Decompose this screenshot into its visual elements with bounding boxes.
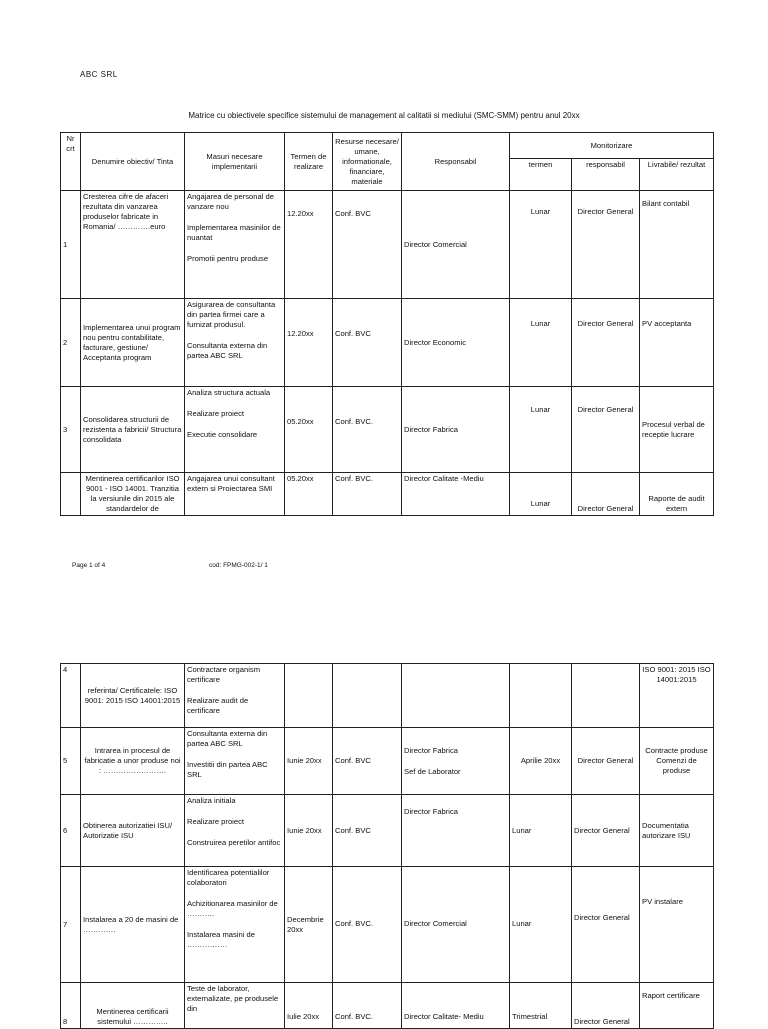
row-nr: 7: [61, 867, 81, 983]
row-deliverables: ISO 9001: 2015 ISO 14001:2015: [640, 664, 714, 728]
header-objective: Denumire obiectiv/ Tinta: [81, 133, 185, 191]
row-deliverables: PV instalare: [640, 867, 714, 983]
row-responsible: [402, 728, 510, 795]
table-row: [61, 191, 714, 299]
measure-item: Implementarea masinilor de nuantat: [187, 223, 281, 242]
row-deliverables: Documentatia autorizare ISU: [640, 795, 714, 867]
measure-item: Realizare proiect: [187, 817, 244, 826]
row-mon-term: Lunar: [510, 867, 572, 983]
row-mon-resp: Director General: [572, 387, 640, 473]
company-name: ABC SRL: [80, 70, 118, 79]
page-number: Page 1 of 4: [72, 562, 106, 569]
row-objective: Cresterea cifre de afaceri rezultata din vanzarea produselor fabricate in Romania/ ………….euro: [81, 191, 185, 299]
row-mon-term: Lunar: [510, 795, 572, 867]
row-term: Iunie 20xx: [285, 795, 333, 867]
row-deliverables: Procesul verbal de receptie lucrare: [640, 387, 714, 473]
responsible-item: Sef de Laborator: [404, 766, 461, 776]
table-row: [61, 473, 714, 516]
row-deliverables: Contracte produse Comenzi de produse: [640, 728, 714, 795]
responsible-item: Director Fabrica: [404, 745, 459, 755]
header-resources: Resurse necesare/ umane, informationale, financiare, materiale: [333, 133, 402, 191]
row-objective: Mentinerea certificarilor ISO 9001 - ISO 14001. Tranzitia la versiunile din 2015 ale standardelor de: [81, 473, 185, 516]
row-deliverables: Raporte de audit extern: [640, 473, 714, 516]
row-resources: Conf. BVC: [333, 728, 402, 795]
measure-item: Instalarea masini de …………….: [187, 930, 255, 949]
row-resources: Conf. BVC.: [333, 473, 402, 516]
row-deliverables: PV acceptanta: [640, 299, 714, 387]
header-mon-resp: responsabil: [572, 159, 640, 191]
row-objective: Obtinerea autorizatiei ISU/ Autorizatie ISU: [81, 795, 185, 867]
header-monitoring: Monitorizare: [510, 133, 714, 159]
header-mon-deliv: Livrabile/ rezultat: [640, 159, 714, 191]
row-nr: 6: [61, 795, 81, 867]
measure-item: Achizitionarea masinilor de ………..: [187, 899, 278, 918]
row-mon-resp: [572, 664, 640, 728]
row-responsible: Director Comercial: [402, 191, 510, 299]
row-mon-term: Lunar: [510, 473, 572, 516]
row-responsible: Director Fabrica: [402, 795, 510, 867]
row-mon-term: Lunar: [510, 387, 572, 473]
row-resources: Conf. BVC.: [333, 983, 402, 1029]
row-responsible: Director Calitate- Mediu: [402, 983, 510, 1029]
table-row: [61, 664, 714, 728]
row-responsible: Director Fabrica: [402, 387, 510, 473]
row-nr: 3: [61, 387, 81, 473]
row-mon-term: Trimestrial: [510, 983, 572, 1029]
table-row: [61, 728, 714, 795]
row-term: 12.20xx: [285, 299, 333, 387]
row-responsible: Director Calitate -Mediu: [402, 473, 510, 516]
row-term: 12.20xx: [285, 191, 333, 299]
measure-item: Consultanta externa din partea ABC SRL: [187, 729, 268, 748]
row-resources: Conf. BVC.: [333, 867, 402, 983]
row-mon-resp: Director General: [572, 983, 640, 1029]
measure-item: Promotii pentru produse: [187, 254, 269, 263]
table-row: [61, 983, 714, 1029]
row-responsible: [402, 664, 510, 728]
measure-item: Angajarea de personal de vanzare nou: [187, 192, 274, 211]
row-nr: 8: [61, 983, 81, 1029]
row-measures: [185, 795, 285, 867]
measure-item: Realizare audit de certificare: [187, 696, 249, 715]
header-mon-term: termen: [510, 159, 572, 191]
row-measures: [185, 728, 285, 795]
table-row: [61, 867, 714, 983]
row-mon-resp: Director General: [572, 728, 640, 795]
row-measures: [185, 299, 285, 387]
row-nr: 2: [61, 299, 81, 387]
row-resources: Conf. BVC: [333, 795, 402, 867]
row-resources: Conf. BVC.: [333, 387, 402, 473]
header-nr: Nr crt: [61, 133, 81, 191]
row-term: 05.20xx: [285, 387, 333, 473]
measure-item: Consultanta externa din partea ABC SRL: [187, 341, 268, 360]
row-objective: Intrarea in procesul de fabricatie a unor produse noi : …………………….: [81, 728, 185, 795]
row-nr: 5: [61, 728, 81, 795]
measure-item: Analiza initiala: [187, 796, 236, 805]
table-row: [61, 299, 714, 387]
row-objective: Consolidarea structurii de rezistenta a fabricii/ Structura consolidata: [81, 387, 185, 473]
row-responsible: Director Economic: [402, 299, 510, 387]
row-resources: Conf. BVC: [333, 299, 402, 387]
row-objective: Implementarea unui program nou pentru contabilitate, facturare, gestiune/ Acceptanta program: [81, 299, 185, 387]
measure-item: Angajarea unui consultant extern si Proiectarea SMI: [187, 474, 275, 493]
row-measures: [185, 867, 285, 983]
row-responsible: Director Comercial: [402, 867, 510, 983]
row-nr: 4: [61, 664, 81, 728]
measure-item: Identificarea potentialilor colaboratori: [187, 868, 270, 887]
row-mon-term: Aprilie 20xx: [510, 728, 572, 795]
measure-item: Realizare proiect: [187, 409, 244, 418]
row-measures: [185, 387, 285, 473]
row-mon-resp: Director General: [572, 795, 640, 867]
row-mon-term: Lunar: [510, 299, 572, 387]
row-term: Iunie 20xx: [285, 728, 333, 795]
measure-item: Executie consolidare: [187, 430, 258, 439]
row-resources: Conf. BVC: [333, 191, 402, 299]
measure-item: Teste de laborator, externalizate, pe produsele din: [187, 984, 279, 1013]
row-measures: [185, 664, 285, 728]
measure-item: Contractare organism certificare: [187, 665, 261, 684]
header-term: Termen de realizare: [285, 133, 333, 191]
row-term: Decembrie 20xx: [285, 867, 333, 983]
objectives-matrix-page-1: [60, 132, 714, 516]
row-nr: 1: [61, 191, 81, 299]
measure-item: Asigurarea de consultanta din partea firmei care a furnizat produsul.: [187, 300, 276, 329]
measure-item: Investitii din partea ABC SRL: [187, 760, 268, 779]
document-title: Matrice cu obiectivele specifice sistemului de management al calitatii si mediului (SMC-SMM) pentru anul 20xx: [188, 111, 580, 120]
objectives-matrix-page-2: [60, 663, 714, 1029]
row-objective: Mentinerea certificarii sistemului …………..: [81, 983, 185, 1029]
row-term: [285, 664, 333, 728]
document-code: cod: FPMG-002-1/ 1: [209, 562, 268, 569]
header-responsible: Responsabil: [402, 133, 510, 191]
row-nr: [61, 473, 81, 516]
row-measures: [185, 983, 285, 1029]
row-resources: [333, 664, 402, 728]
row-mon-resp: Director General: [572, 191, 640, 299]
row-term: 05.20xx: [285, 473, 333, 516]
measure-item: Analiza structura actuala: [187, 388, 271, 397]
table-row: [61, 387, 714, 473]
header-measures: Masuri necesare implementarii: [185, 133, 285, 191]
row-mon-resp: Director General: [572, 867, 640, 983]
row-deliverables: Raport certificare: [640, 983, 714, 1029]
row-mon-term: Lunar: [510, 191, 572, 299]
row-deliverables: Bilant contabil: [640, 191, 714, 299]
measure-item: Construirea peretilor antifoc: [187, 838, 281, 847]
row-mon-resp: Director General: [572, 473, 640, 516]
row-term: Iulie 20xx: [285, 983, 333, 1029]
row-objective: Instalarea a 20 de masini de ………….: [81, 867, 185, 983]
row-measures: [185, 191, 285, 299]
row-mon-term: [510, 664, 572, 728]
table-row: [61, 795, 714, 867]
row-objective: referinta/ Certificatele: ISO 9001: 2015 ISO 14001:2015: [81, 664, 185, 728]
row-measures: [185, 473, 285, 516]
row-mon-resp: Director General: [572, 299, 640, 387]
